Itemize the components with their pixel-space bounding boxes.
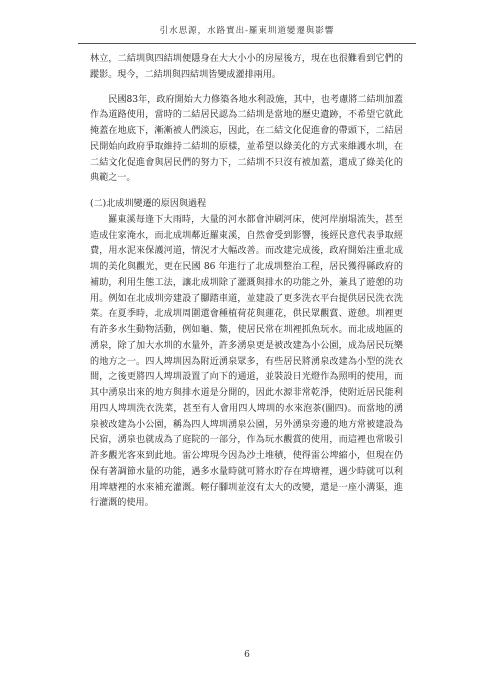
paragraph: 羅東溪每逢下大雨時，大量的河水都會沖刷河床，使河岸崩塌流失，甚至造成住家淹水，而北成圳鄰近羅東溪，自然會受到影響，後經民意代表爭取經費，用水泥來保護河道，情況才大幅改善。而改建完成後，政府開始注重北成圳的美化與觀光，更在民國 86 年進行了北成圳整治工程，居民獲得縣政府的補助，利用生態工法，讓北成圳除了灌溉與排水的功能之外，兼具了遊憩的功用。例如在北成圳旁建設了腳踏車道，並建設了更多洗衣平台提供居民洗衣洗菜。在夏季時，北成圳周圍還會種植荷花與蓮花，供民眾觀賞、遊憩。圳裡更有許多水生動物活動，例如龜、鱉，使居民常在圳裡抓魚玩水。而北成地區的湧泉，除了加大水圳的水量外，許多湧泉更是被改建為小公園，成為居民玩樂的地方之一。四人埤圳因為附近湧泉眾多，有些居民將湧泉改建為小型的洗衣間，之後更將四人埤圳設置了向下的通道，並裝設日光燈作為照明的使用，而其中湧泉出來的地方與排水道是分開的，因此水源非常乾淨，使附近居民能利用四人埤圳洗衣洗菜，甚至有人會用四人埤圳的水來泡茶(圖四)。而當地的湧泉被改建為小公園，稱為四人埤圳湧泉公園，另外湧泉旁邊的地方常被建設為民宿，湧泉也就成為了庭院的一部分，作為玩水觀賞的使用，而這裡也常吸引許多觀光客來到此地。雷公埤現今因為沙土堆積，使得雷公埤縮小，但現在仍保有著調節水量的功能，遇多水量時就可將水貯存在埤塘裡，遇少時就可以利用埤塘裡的水來補充灌溉。輕仔腳圳並沒有太大的改變，還是一座小溝渠，進行灌溉的使用。 xyxy=(90,214,403,509)
header-rule xyxy=(78,43,416,44)
paragraph-continuation: 林立，二結圳與四結圳便隱身在大大小小的房屋後方，現在也很難看到它們的蹤影。現今，二結圳與四結圳皆變成灌排兩用。 xyxy=(90,54,403,80)
body-text xyxy=(90,52,403,512)
section-heading: (二)北成圳變遷的原因與過程 xyxy=(90,199,207,209)
paragraph: 民國83年，政府開始大力修築各地水利設施，其中，也考慮將二結圳加蓋作為道路使用，當時的二結居民認為二結圳是當地的歷史遺跡，不希望它就此掩蓋在地底下，漸漸被人們淡忘，因此，在二結文化促進會的帶頭下，二結居民開始向政府爭取維持二結圳的原樣，並希望以綠美化的方式來維護水圳，在二結文化促進會與居民們的努力下，二結圳不只沒有被加蓋，還成了綠美化的典範之一。 xyxy=(90,94,403,184)
running-header: 引水思源，水路實出-羅東圳道變遷與影響 xyxy=(159,26,335,36)
page-number: 6 xyxy=(244,650,250,660)
